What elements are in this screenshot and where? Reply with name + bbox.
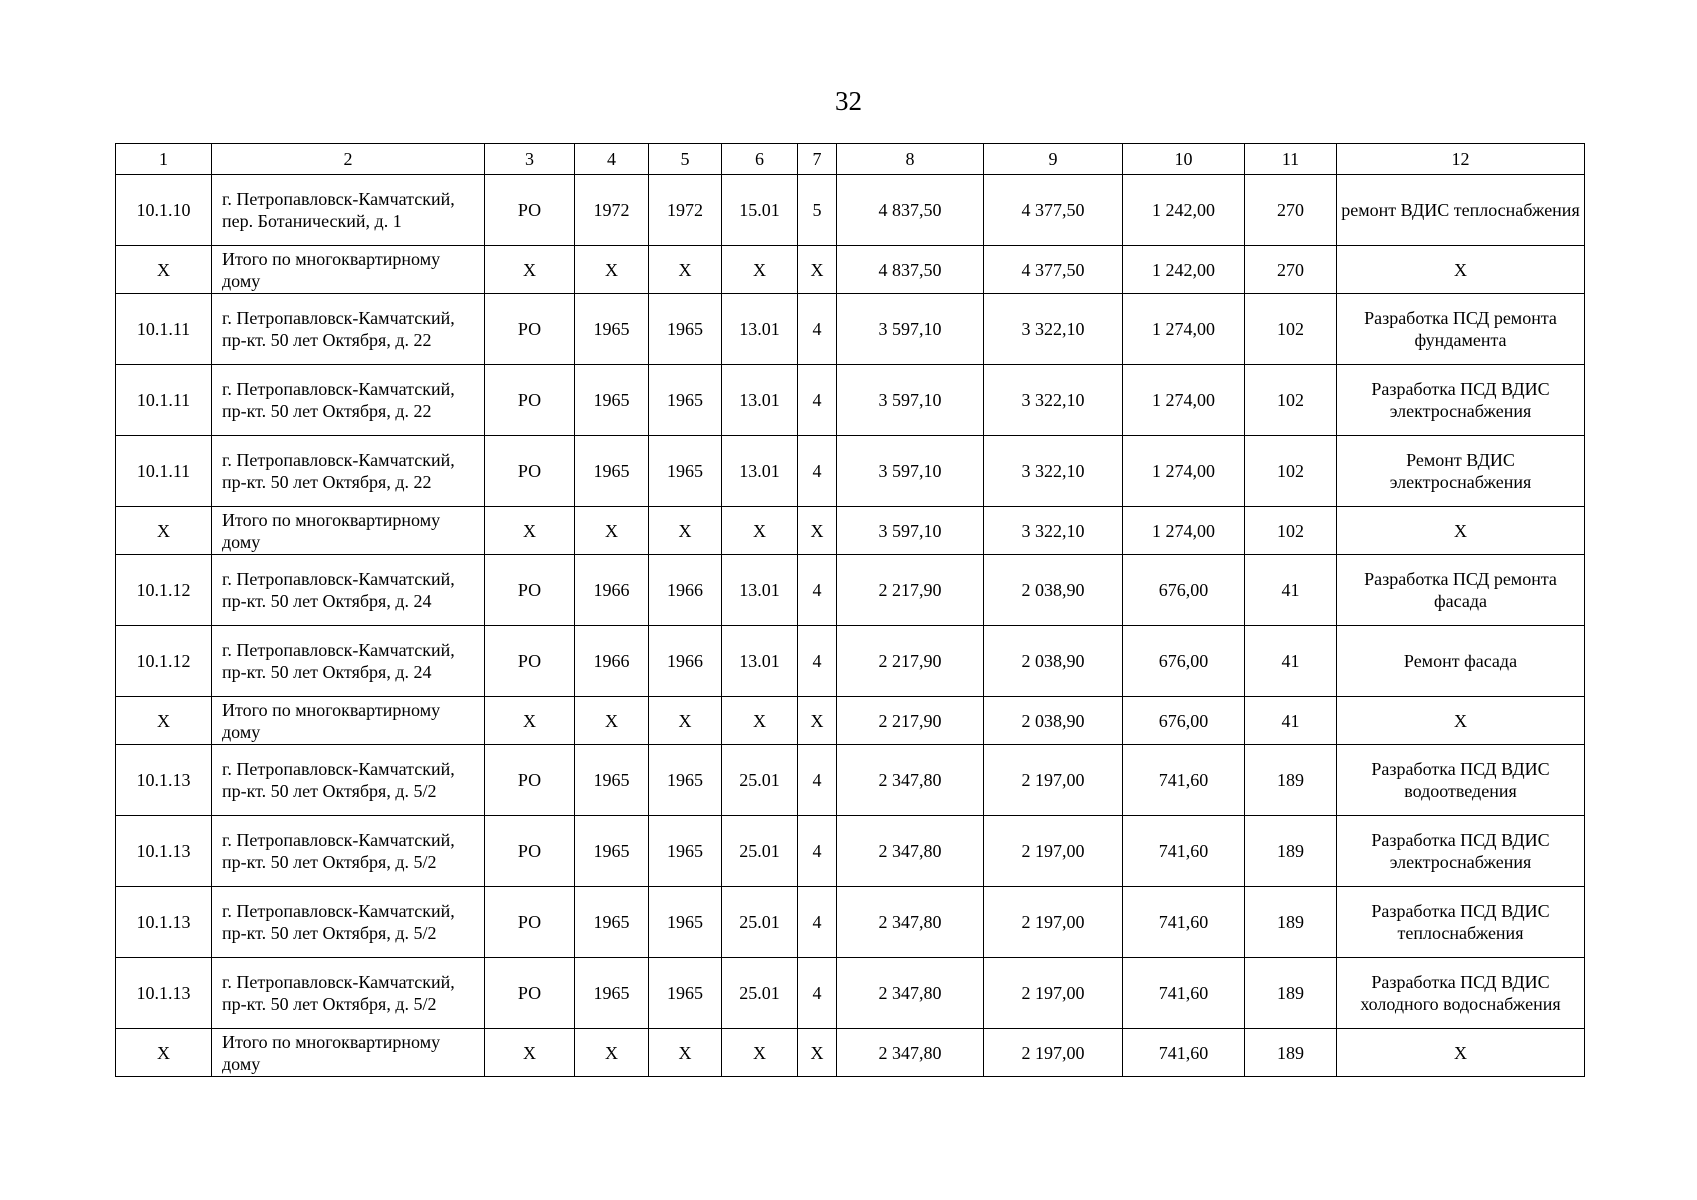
col11-cell: 189 xyxy=(1245,816,1337,887)
address-cell: г. Петропавловск-Камчатский, пр-кт. 50 лет Октября, д. 22 xyxy=(212,365,485,436)
address-cell: г. Петропавловск-Камчатский, пер. Ботанический, д. 1 xyxy=(212,175,485,246)
col7-cell: 4 xyxy=(798,365,837,436)
col8-cell: 3 597,10 xyxy=(837,436,984,507)
col6-cell: 13.01 xyxy=(722,555,798,626)
work-type-cell: Ремонт фасада xyxy=(1337,626,1585,697)
col4-cell: 1966 xyxy=(575,555,649,626)
col11-cell: 189 xyxy=(1245,745,1337,816)
col4-cell: 1972 xyxy=(575,175,649,246)
col9-cell: 2 197,00 xyxy=(984,816,1123,887)
row-number-cell: 10.1.11 xyxy=(116,294,212,365)
col9-cell: 2 197,00 xyxy=(984,745,1123,816)
col11-cell: 189 xyxy=(1245,887,1337,958)
col6-cell: Х xyxy=(722,246,798,294)
col6-cell: Х xyxy=(722,697,798,745)
address-cell: г. Петропавловск-Камчатский, пр-кт. 50 лет Октября, д. 5/2 xyxy=(212,816,485,887)
address-cell: г. Петропавловск-Камчатский, пр-кт. 50 лет Октября, д. 5/2 xyxy=(212,887,485,958)
col7-cell: 4 xyxy=(798,887,837,958)
col4-cell: Х xyxy=(575,507,649,555)
column-header-11: 11 xyxy=(1245,144,1337,175)
column-header-12: 12 xyxy=(1337,144,1585,175)
col11-cell: 102 xyxy=(1245,507,1337,555)
column-header-2: 2 xyxy=(212,144,485,175)
col7-cell: 4 xyxy=(798,816,837,887)
row-number-cell: Х xyxy=(116,246,212,294)
col9-cell: 2 197,00 xyxy=(984,887,1123,958)
address-cell: г. Петропавловск-Камчатский, пр-кт. 50 лет Октября, д. 22 xyxy=(212,294,485,365)
table-row xyxy=(116,816,1585,887)
col7-cell: 5 xyxy=(798,175,837,246)
col6-cell: 13.01 xyxy=(722,436,798,507)
col9-cell: 2 038,90 xyxy=(984,555,1123,626)
col4-cell: 1965 xyxy=(575,816,649,887)
col5-cell: 1965 xyxy=(649,365,722,436)
col10-cell: 676,00 xyxy=(1123,555,1245,626)
work-type-cell: ремонт ВДИС теплоснабжения xyxy=(1337,175,1585,246)
work-type-cell: Разработка ПСД ВДИС электроснабжения xyxy=(1337,365,1585,436)
col6-cell: 13.01 xyxy=(722,294,798,365)
col4-cell: 1965 xyxy=(575,887,649,958)
col4-cell: 1965 xyxy=(575,436,649,507)
table-row xyxy=(116,626,1585,697)
col9-cell: 2 038,90 xyxy=(984,626,1123,697)
work-type-cell: Х xyxy=(1337,507,1585,555)
col8-cell: 2 217,90 xyxy=(837,697,984,745)
row-number-cell: 10.1.13 xyxy=(116,816,212,887)
table-row xyxy=(116,365,1585,436)
col6-cell: 25.01 xyxy=(722,816,798,887)
table-row xyxy=(116,745,1585,816)
col6-cell: 25.01 xyxy=(722,887,798,958)
column-header-6: 6 xyxy=(722,144,798,175)
col7-cell: 4 xyxy=(798,436,837,507)
col3-cell: Х xyxy=(485,697,575,745)
col11-cell: 270 xyxy=(1245,175,1337,246)
col6-cell: 15.01 xyxy=(722,175,798,246)
col7-cell: Х xyxy=(798,246,837,294)
col5-cell: 1965 xyxy=(649,816,722,887)
col11-cell: 41 xyxy=(1245,555,1337,626)
work-type-cell: Ремонт ВДИС электроснабжения xyxy=(1337,436,1585,507)
col9-cell: 3 322,10 xyxy=(984,294,1123,365)
work-type-cell: Разработка ПСД ВДИС холодного водоснабжения xyxy=(1337,958,1585,1029)
col9-cell: 4 377,50 xyxy=(984,246,1123,294)
col5-cell: 1965 xyxy=(649,745,722,816)
work-type-cell: Х xyxy=(1337,1029,1585,1077)
address-cell: г. Петропавловск-Камчатский, пр-кт. 50 лет Октября, д. 22 xyxy=(212,436,485,507)
table-row xyxy=(116,555,1585,626)
col10-cell: 1 274,00 xyxy=(1123,436,1245,507)
col5-cell: Х xyxy=(649,1029,722,1077)
work-type-cell: Х xyxy=(1337,246,1585,294)
col3-cell: РО xyxy=(485,365,575,436)
total-row xyxy=(116,507,1585,555)
column-header-3: 3 xyxy=(485,144,575,175)
row-number-cell: 10.1.12 xyxy=(116,626,212,697)
col6-cell: 13.01 xyxy=(722,626,798,697)
col10-cell: 676,00 xyxy=(1123,626,1245,697)
row-number-cell: 10.1.13 xyxy=(116,745,212,816)
col8-cell: 2 347,80 xyxy=(837,958,984,1029)
col9-cell: 2 038,90 xyxy=(984,697,1123,745)
col4-cell: Х xyxy=(575,1029,649,1077)
header-row xyxy=(116,144,1585,175)
col8-cell: 4 837,50 xyxy=(837,246,984,294)
housing-repair-table xyxy=(115,143,1585,1077)
col5-cell: Х xyxy=(649,246,722,294)
work-type-cell: Разработка ПСД ВДИС электроснабжения xyxy=(1337,816,1585,887)
table-row xyxy=(116,887,1585,958)
row-number-cell: 10.1.12 xyxy=(116,555,212,626)
col7-cell: 4 xyxy=(798,958,837,1029)
col4-cell: Х xyxy=(575,697,649,745)
address-cell: г. Петропавловск-Камчатский, пр-кт. 50 лет Октября, д. 24 xyxy=(212,626,485,697)
col9-cell: 2 197,00 xyxy=(984,1029,1123,1077)
col4-cell: 1965 xyxy=(575,294,649,365)
address-cell: Итого по многоквартирному дому xyxy=(212,246,485,294)
col3-cell: Х xyxy=(485,246,575,294)
col10-cell: 1 274,00 xyxy=(1123,294,1245,365)
col4-cell: 1965 xyxy=(575,958,649,1029)
col10-cell: 741,60 xyxy=(1123,745,1245,816)
col8-cell: 3 597,10 xyxy=(837,365,984,436)
col11-cell: 102 xyxy=(1245,294,1337,365)
row-number-cell: 10.1.10 xyxy=(116,175,212,246)
column-header-8: 8 xyxy=(837,144,984,175)
row-number-cell: Х xyxy=(116,507,212,555)
col10-cell: 1 274,00 xyxy=(1123,365,1245,436)
col7-cell: 4 xyxy=(798,626,837,697)
col3-cell: РО xyxy=(485,175,575,246)
col3-cell: РО xyxy=(485,626,575,697)
col9-cell: 3 322,10 xyxy=(984,365,1123,436)
col7-cell: Х xyxy=(798,1029,837,1077)
col10-cell: 741,60 xyxy=(1123,816,1245,887)
col8-cell: 4 837,50 xyxy=(837,175,984,246)
table-row xyxy=(116,436,1585,507)
col11-cell: 102 xyxy=(1245,436,1337,507)
address-cell: Итого по многоквартирному дому xyxy=(212,697,485,745)
col8-cell: 2 217,90 xyxy=(837,626,984,697)
col5-cell: 1972 xyxy=(649,175,722,246)
col3-cell: Х xyxy=(485,1029,575,1077)
row-number-cell: 10.1.13 xyxy=(116,958,212,1029)
work-type-cell: Х xyxy=(1337,697,1585,745)
row-number-cell: 10.1.13 xyxy=(116,887,212,958)
work-type-cell: Разработка ПСД ремонта фасада xyxy=(1337,555,1585,626)
total-row xyxy=(116,1029,1585,1077)
col10-cell: 741,60 xyxy=(1123,958,1245,1029)
col5-cell: 1966 xyxy=(649,626,722,697)
col5-cell: 1966 xyxy=(649,555,722,626)
row-number-cell: Х xyxy=(116,697,212,745)
address-cell: г. Петропавловск-Камчатский, пр-кт. 50 лет Октября, д. 5/2 xyxy=(212,745,485,816)
table-body xyxy=(116,175,1585,1077)
col5-cell: Х xyxy=(649,697,722,745)
col10-cell: 1 274,00 xyxy=(1123,507,1245,555)
col11-cell: 189 xyxy=(1245,1029,1337,1077)
table-header xyxy=(116,144,1585,175)
work-type-cell: Разработка ПСД ВДИС водоотведения xyxy=(1337,745,1585,816)
row-number-cell: Х xyxy=(116,1029,212,1077)
work-type-cell: Разработка ПСД ВДИС теплоснабжения xyxy=(1337,887,1585,958)
col4-cell: 1965 xyxy=(575,745,649,816)
address-cell: г. Петропавловск-Камчатский, пр-кт. 50 лет Октября, д. 24 xyxy=(212,555,485,626)
col9-cell: 2 197,00 xyxy=(984,958,1123,1029)
address-cell: г. Петропавловск-Камчатский, пр-кт. 50 лет Октября, д. 5/2 xyxy=(212,958,485,1029)
col5-cell: 1965 xyxy=(649,887,722,958)
col3-cell: РО xyxy=(485,816,575,887)
col4-cell: 1966 xyxy=(575,626,649,697)
row-number-cell: 10.1.11 xyxy=(116,436,212,507)
address-cell: Итого по многоквартирному дому xyxy=(212,1029,485,1077)
column-header-4: 4 xyxy=(575,144,649,175)
column-header-5: 5 xyxy=(649,144,722,175)
col9-cell: 3 322,10 xyxy=(984,436,1123,507)
col8-cell: 2 347,80 xyxy=(837,887,984,958)
col5-cell: 1965 xyxy=(649,436,722,507)
total-row xyxy=(116,246,1585,294)
col3-cell: РО xyxy=(485,555,575,626)
col8-cell: 2 347,80 xyxy=(837,745,984,816)
col3-cell: РО xyxy=(485,958,575,1029)
col8-cell: 2 347,80 xyxy=(837,1029,984,1077)
col11-cell: 41 xyxy=(1245,626,1337,697)
table-row xyxy=(116,958,1585,1029)
col3-cell: РО xyxy=(485,294,575,365)
col11-cell: 189 xyxy=(1245,958,1337,1029)
col10-cell: 1 242,00 xyxy=(1123,175,1245,246)
col7-cell: 4 xyxy=(798,555,837,626)
row-number-cell: 10.1.11 xyxy=(116,365,212,436)
col3-cell: Х xyxy=(485,507,575,555)
col6-cell: 13.01 xyxy=(722,365,798,436)
address-cell: Итого по многоквартирному дому xyxy=(212,507,485,555)
col7-cell: Х xyxy=(798,697,837,745)
col3-cell: РО xyxy=(485,887,575,958)
col10-cell: 1 242,00 xyxy=(1123,246,1245,294)
col3-cell: РО xyxy=(485,745,575,816)
col5-cell: Х xyxy=(649,507,722,555)
col11-cell: 270 xyxy=(1245,246,1337,294)
col10-cell: 741,60 xyxy=(1123,887,1245,958)
col6-cell: Х xyxy=(722,507,798,555)
col8-cell: 2 347,80 xyxy=(837,816,984,887)
work-type-cell: Разработка ПСД ремонта фундамента xyxy=(1337,294,1585,365)
col8-cell: 2 217,90 xyxy=(837,555,984,626)
col5-cell: 1965 xyxy=(649,294,722,365)
col6-cell: 25.01 xyxy=(722,958,798,1029)
col6-cell: Х xyxy=(722,1029,798,1077)
col7-cell: 4 xyxy=(798,294,837,365)
col8-cell: 3 597,10 xyxy=(837,294,984,365)
column-header-10: 10 xyxy=(1123,144,1245,175)
col5-cell: 1965 xyxy=(649,958,722,1029)
col9-cell: 3 322,10 xyxy=(984,507,1123,555)
col11-cell: 41 xyxy=(1245,697,1337,745)
page-number: 32 xyxy=(835,86,862,116)
col10-cell: 741,60 xyxy=(1123,1029,1245,1077)
col8-cell: 3 597,10 xyxy=(837,507,984,555)
column-header-7: 7 xyxy=(798,144,837,175)
col9-cell: 4 377,50 xyxy=(984,175,1123,246)
column-header-1: 1 xyxy=(116,144,212,175)
col7-cell: 4 xyxy=(798,745,837,816)
col10-cell: 676,00 xyxy=(1123,697,1245,745)
col6-cell: 25.01 xyxy=(722,745,798,816)
column-header-9: 9 xyxy=(984,144,1123,175)
col11-cell: 102 xyxy=(1245,365,1337,436)
col7-cell: Х xyxy=(798,507,837,555)
col3-cell: РО xyxy=(485,436,575,507)
col4-cell: Х xyxy=(575,246,649,294)
table-row xyxy=(116,175,1585,246)
table-row xyxy=(116,294,1585,365)
col4-cell: 1965 xyxy=(575,365,649,436)
total-row xyxy=(116,697,1585,745)
